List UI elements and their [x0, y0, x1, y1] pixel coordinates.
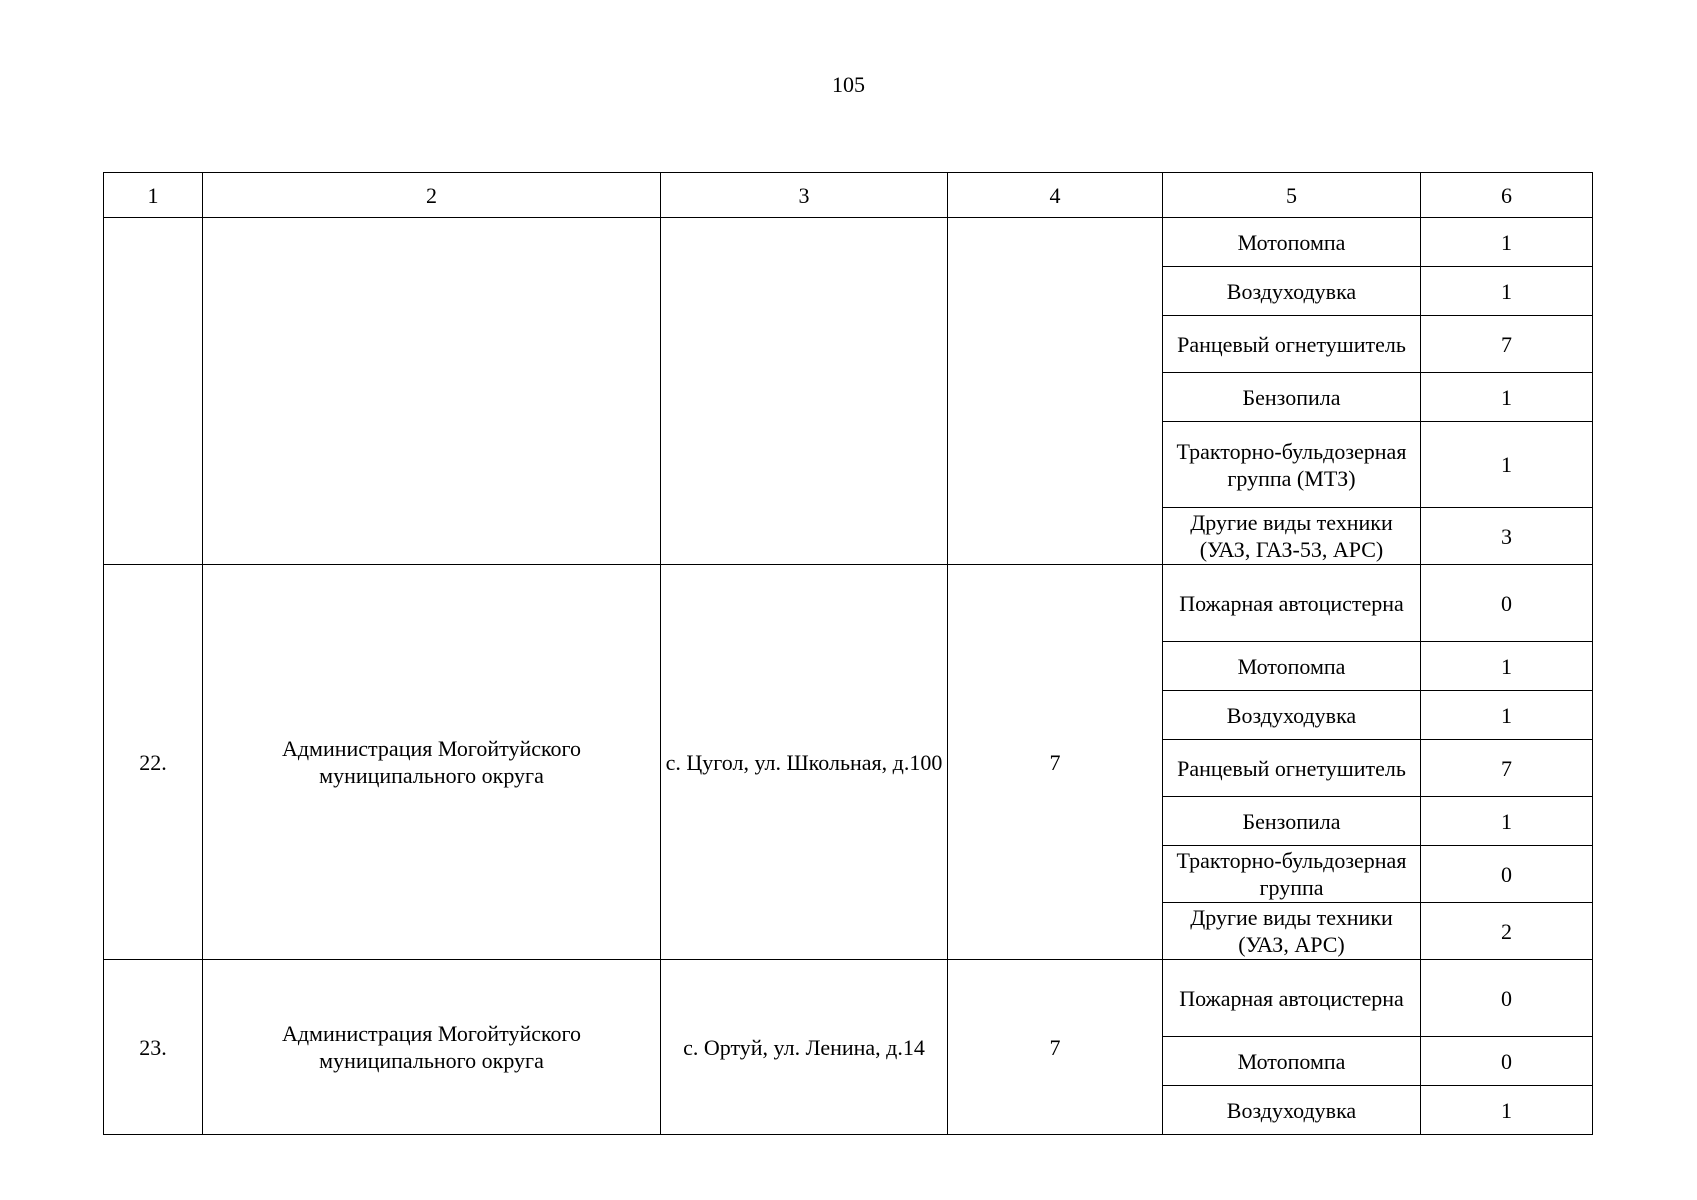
equipment-name: Другие виды техники (УАЗ, АРС): [1163, 903, 1421, 960]
entry-number: 22.: [104, 565, 203, 960]
organization-name: Администрация Могойтуйского муниципального округа: [203, 565, 661, 960]
equipment-name: Мотопомпа: [1163, 642, 1421, 691]
equipment-qty: 1: [1421, 267, 1593, 316]
equipment-qty: 0: [1421, 565, 1593, 642]
equipment-name: Воздуходувка: [1163, 691, 1421, 740]
equipment-qty: 1: [1421, 642, 1593, 691]
num-cell-empty: [104, 218, 203, 565]
equipment-name: Пожарная автоцистерна: [1163, 565, 1421, 642]
equipment-name: Бензопила: [1163, 373, 1421, 422]
equipment-name: Тракторно-бульдозерная группа (МТЗ): [1163, 422, 1421, 508]
equipment-name: Мотопомпа: [1163, 218, 1421, 267]
entry-number: 23.: [104, 960, 203, 1135]
header-cell: 3: [661, 173, 948, 218]
address-cell-empty: [661, 218, 948, 565]
org-cell-empty: [203, 218, 661, 565]
header-cell: 5: [1163, 173, 1421, 218]
header-cell: 6: [1421, 173, 1593, 218]
address: с. Ортуй, ул. Ленина, д.14: [661, 960, 948, 1135]
col4-value: 7: [948, 565, 1163, 960]
table-row: [104, 218, 1593, 267]
equipment-qty: 1: [1421, 797, 1593, 846]
equipment-qty: 3: [1421, 508, 1593, 565]
page-number: 105: [832, 72, 865, 97]
equipment-table: [103, 172, 1593, 1135]
equipment-qty: 1: [1421, 373, 1593, 422]
organization-name: Администрация Могойтуйского муниципального округа: [203, 960, 661, 1135]
equipment-name: Воздуходувка: [1163, 1086, 1421, 1135]
equipment-name: Воздуходувка: [1163, 267, 1421, 316]
equipment-qty: 0: [1421, 846, 1593, 903]
table-row: [104, 565, 1593, 642]
equipment-qty: 7: [1421, 316, 1593, 373]
table-row: [104, 960, 1593, 1037]
header-cell: 4: [948, 173, 1163, 218]
equipment-qty: 0: [1421, 960, 1593, 1037]
header-cell: 2: [203, 173, 661, 218]
equipment-name: Ранцевый огнетушитель: [1163, 740, 1421, 797]
equipment-name: Тракторно-бульдозерная группа: [1163, 846, 1421, 903]
equipment-qty: 1: [1421, 1086, 1593, 1135]
equipment-name: Другие виды техники (УАЗ, ГАЗ-53, АРС): [1163, 508, 1421, 565]
equipment-qty: 2: [1421, 903, 1593, 960]
equipment-qty: 0: [1421, 1037, 1593, 1086]
equipment-name: Пожарная автоцистерна: [1163, 960, 1421, 1037]
header-row: [104, 173, 1593, 218]
equipment-qty: 7: [1421, 740, 1593, 797]
equipment-name: Бензопила: [1163, 797, 1421, 846]
col4-value: 7: [948, 960, 1163, 1135]
col4-cell-empty: [948, 218, 1163, 565]
equipment-name: Ранцевый огнетушитель: [1163, 316, 1421, 373]
address: с. Цугол, ул. Школьная, д.100: [661, 565, 948, 960]
equipment-qty: 1: [1421, 218, 1593, 267]
equipment-qty: 1: [1421, 422, 1593, 508]
equipment-qty: 1: [1421, 691, 1593, 740]
equipment-name: Мотопомпа: [1163, 1037, 1421, 1086]
header-cell: 1: [104, 173, 203, 218]
